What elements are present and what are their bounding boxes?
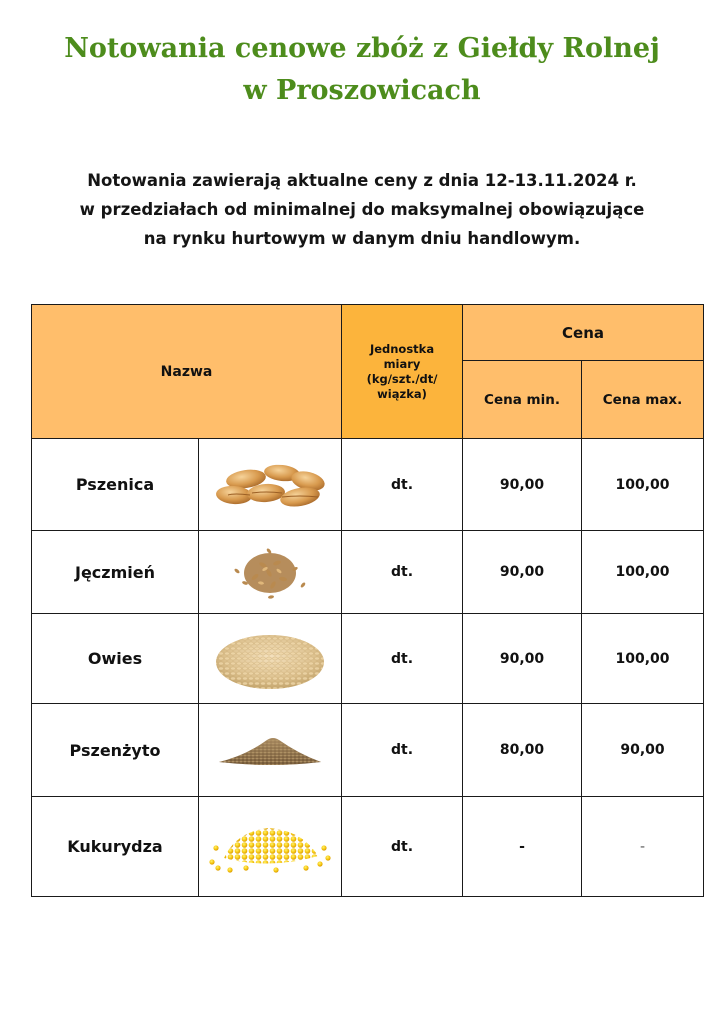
row-price-max: 100,00 (582, 614, 704, 704)
title-line-1: Notowania cenowe zbóż z Giełdy Rolnej (64, 33, 660, 64)
header-name: Nazwa (32, 305, 342, 439)
table-row (32, 797, 704, 897)
row-unit: dt. (342, 439, 463, 531)
triticale-grains-image (199, 704, 342, 797)
row-name: Kukurydza (32, 797, 199, 897)
row-name: Pszenica (32, 439, 199, 531)
wheat-grains-image (199, 439, 342, 531)
header-unit: Jednostka miary (kg/szt./dt/ wiązka) (342, 305, 463, 439)
row-price-min: 80,00 (463, 704, 582, 797)
header-price-max: Cena max. (582, 361, 704, 439)
row-price-min: 90,00 (463, 614, 582, 704)
page-title (0, 28, 724, 112)
subtitle-line-1: Notowania zawierają aktualne ceny z dnia 12-13.11.2024 r. (87, 171, 637, 190)
row-price-max: 100,00 (582, 531, 704, 614)
oat-grains-image (199, 614, 342, 704)
title-line-2: w Proszowicach (243, 75, 481, 106)
row-unit: dt. (342, 531, 463, 614)
header-row (32, 305, 704, 361)
price-table (31, 304, 704, 897)
row-price-min: - (463, 797, 582, 897)
table-row (32, 531, 704, 614)
row-unit: dt. (342, 797, 463, 897)
table-row (32, 614, 704, 704)
table-row (32, 439, 704, 531)
barley-grains-image (199, 531, 342, 614)
row-unit: dt. (342, 614, 463, 704)
row-price-min: 90,00 (463, 531, 582, 614)
row-price-max: - (582, 797, 704, 897)
row-name: Pszenżyto (32, 704, 199, 797)
row-price-max: 90,00 (582, 704, 704, 797)
header-price: Cena (463, 305, 704, 361)
row-name: Owies (32, 614, 199, 704)
header-price-min: Cena min. (463, 361, 582, 439)
row-unit: dt. (342, 704, 463, 797)
row-name: Jęczmień (32, 531, 199, 614)
row-price-min: 90,00 (463, 439, 582, 531)
subtitle-line-3: na rynku hurtowym w danym dniu handlowym. (143, 229, 581, 248)
table-row (32, 704, 704, 797)
corn-kernels-image (199, 797, 342, 897)
subtitle-line-2: w przedziałach od minimalnej do maksymalnej obowiązujące (79, 200, 645, 219)
page-subtitle (0, 166, 724, 253)
row-price-max: 100,00 (582, 439, 704, 531)
